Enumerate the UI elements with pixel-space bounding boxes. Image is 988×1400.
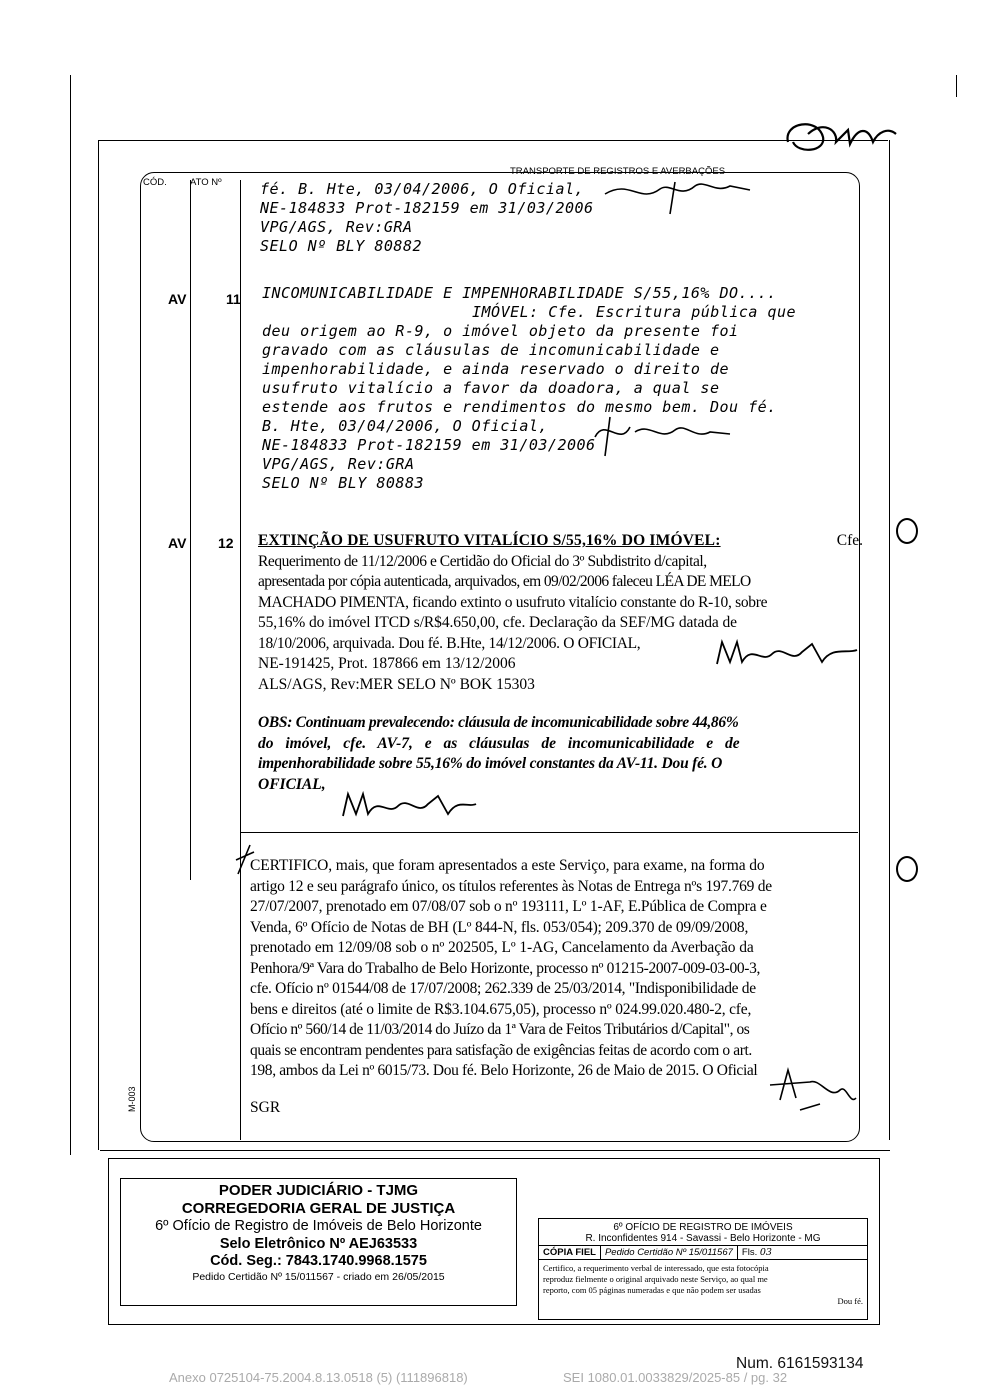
av12-line: Cfe. [836,532,863,549]
av11-line: INCOMUNICABILIDADE E IMPENHORABILIDADE S/55,16% DO.... [262,284,777,302]
stamp-right-address: R. Inconfidentes 914 - Savassi - Belo Horizonte - MG [585,1233,821,1244]
code-column-line [190,180,191,880]
stamp-right-faith: Dou fé. [837,1296,863,1306]
signature-certificate [760,1060,860,1120]
column-code-label: CÓD. [143,177,167,188]
av11-line: impenhorabilidade, e ainda reservado o direito de [262,360,730,378]
av11-entry [262,284,796,493]
av12-line: ALS/AGS, Rev:MER SELO Nº BOK 15303 [258,675,535,693]
av11-line: IMÓVEL: Cfe. Escritura pública que [472,303,797,321]
stamp-right-title: 6º OFÍCIO DE REGISTRO DE IMÓVEIS [613,1222,793,1233]
certificate-line: cfe. Ofício nº 01544/08 de 17/07/2008; 262.339 de 25/03/2014, "Indisponibilidade de [250,980,756,997]
stamp-left-line2: CORREGEDORIA GERAL DE JUSTIÇA [181,1200,456,1217]
sei-reference: SEI 1080.01.0033829/2025-85 / pg. 32 [563,1370,788,1385]
av11-number: 11 [226,291,241,307]
signature-obs [338,786,478,826]
stamp-left-line1: PODER JUDICIÁRIO - TJMG [218,1182,419,1199]
certificate-line: prenotado em 12/09/08 sob o nº 202505, Lº 1-AG, Cancelamento da Averbação da [250,939,754,956]
stamp-right-fls-label: Fls. [741,1247,758,1258]
certificate-line: Penhora/9ª Vara do Trabalho de Belo Horizonte, processo nº 01215-2007-009-03-00-3, [250,959,761,977]
stamp-left-line4: Selo Eletrônico Nº AEJ63533 [219,1236,418,1252]
prev-line: VPG/AGS, Rev:GRA [260,218,413,236]
av11-code: AV [168,291,187,307]
left-margin-line [70,75,71,1155]
prev-line: SELO Nº BLY 80882 [260,237,423,255]
stamp-right-request: Pedido Certidão Nº 15/011567 [601,1246,738,1259]
annex-reference: Anexo 0725104-75.2004.8.13.0518 (5) (111896818) [169,1370,468,1385]
certificate-line: artigo 12 e seu parágrafo único, os títulos referentes às Notas de Entrega nºs 197.769 de [250,877,772,895]
stamp-left [120,1178,517,1306]
box-bottom-line [100,1150,890,1151]
certificate-line: Venda, 6º Ofício de Notas de BH (Lº 844-N, fls. 053/054); 209.370 de 09/09/2008, [250,918,749,936]
signature-av12 [712,634,862,674]
certificate-line: CERTIFICO, mais, que foram apresentados a este Serviço, para exame, na forma do [250,857,765,874]
top-right-mark [956,75,957,97]
top-frame-line [98,140,888,141]
av12-line: 55,16% do imóvel ITCD s/R$4.650,00, cfe. Declaração da SEF/MG datada de [258,614,737,631]
document-number: Num. 6161593134 [736,1355,864,1372]
av12-obs-line: OBS: Continuam prevalecendo: cláusula de incomunicabilidade sobre 44,86% [258,714,739,731]
certificate-line: bens e direitos (até o limite de R$3.104.675,05), processo nº 024.99.020.480-2, cfe, [250,1000,752,1018]
signature-av11 [590,412,740,458]
stamp-right-text: Certifico, a requerimento verbal de interessado, que esta fotocópia [543,1263,769,1273]
binder-hole-top [896,518,918,544]
right-frame-line [889,140,890,1140]
stamp-left-line5: Cód. Seg.: 7843.1740.9968.1575 [210,1253,427,1269]
av11-line: deu origem ao R-9, o imóvel objeto da presente foi [262,322,739,340]
transport-header: TRANSPORTE DE REGISTROS E AVERBAÇÕES [510,166,726,177]
number-column-line [240,180,241,1140]
av12-obs-line: OFICIAL, [258,775,326,793]
binder-hole-bottom [896,856,918,882]
av11-line: NE-184833 Prot-182159 em 31/03/2006 [262,436,596,454]
inner-left-margin-line [98,140,99,1150]
prev-line: NE-184833 Prot-182159 em 31/03/2006 [260,199,594,217]
certificate-line: Ofício nº 560/14 de 11/03/2014 do Juízo da 1ª Vara de Feitos Tributários d/Capital", os [250,1021,750,1038]
certificate-initials: SGR [250,1098,281,1116]
previous-entry [260,180,594,256]
column-act-label: ATO Nº [190,177,222,188]
certificate-line: 27/07/2007, prenotado em 07/08/07 sob o nº 193111, Lº 1-AF, E.Pública de Compra e [250,898,767,915]
certificate-line: quais se encontram pendentes para satisfação de exigências feitas de acordo com o art. [250,1041,752,1059]
av12-number: 12 [218,535,234,551]
av12-line: MACHADO PIMENTA, ficando extinto o usufruto vitalício constante do R-10, sobre [258,593,768,611]
av11-line: usufruto vitalício a favor da doadora, a qual se [262,379,720,397]
stamp-right-copy-label: CÓPIA FIEL [539,1246,601,1259]
av12-obs-line: do imóvel, cfe. AV-7, e as cláusulas de incomunicabilidade e de [258,734,740,752]
av11-line: gravado com as cláusulas de incomunicabilidade e [262,341,720,359]
stamp-left-line3: 6º Ofício de Registro de Imóveis de Belo Horizonte [155,1218,482,1234]
margin-code: M-003 [127,1086,137,1112]
stamp-left-line6: Pedido Certidão Nº 15/011567 - criado em 26/05/2015 [192,1271,445,1283]
entry-separator-line [240,832,858,833]
prev-line: fé. B. Hte, 03/04/2006, O Oficial, [260,180,585,198]
av12-line: 18/10/2006, arquivada. Dou fé. B.Hte, 14/12/2006. O OFICIAL, [258,634,641,652]
av12-line: Requerimento de 11/12/2006 e Certidão do Oficial do 3º Subdistrito d/capital, [258,552,707,570]
certificate-line: 198, ambos da Lei nº 6015/73. Dou fé. Belo Horizonte, 26 de Maio de 2015. O Oficial [250,1062,758,1079]
stamp-right-fls-value: 03 [759,1247,772,1258]
stamp-right-text: reporto, com 05 páginas numeradas e que não podem ser usadas [543,1285,761,1295]
av11-line: estende aos frutos e rendimentos do mesmo bem. Dou fé. [262,398,777,416]
av12-line: NE-191425, Prot. 187866 em 13/12/2006 [258,655,516,672]
av12-code: AV [168,535,187,551]
av11-line: SELO Nº BLY 80883 [262,474,425,492]
stamp-right-text: reproduz fielmente o original arquivado neste Serviço, ao qual me [543,1274,768,1284]
initials-signature [778,112,908,160]
av11-line: VPG/AGS, Rev:GRA [262,455,415,473]
av12-title: EXTINÇÃO DE USUFRUTO VITALÍCIO S/55,16% DO IMÓVEL: [258,532,721,549]
av12-line: apresentada por cópia autenticada, arquivados, em 09/02/2006 faleceu LÉA DE MELO [258,573,751,590]
av11-line: B. Hte, 03/04/2006, O Oficial, [262,417,548,435]
av12-obs-line: impenhorabilidade sobre 55,16% do imóvel constantes da AV-11. Dou fé. O [258,755,723,772]
stamp-right [538,1218,868,1320]
signature-prev [600,174,760,216]
